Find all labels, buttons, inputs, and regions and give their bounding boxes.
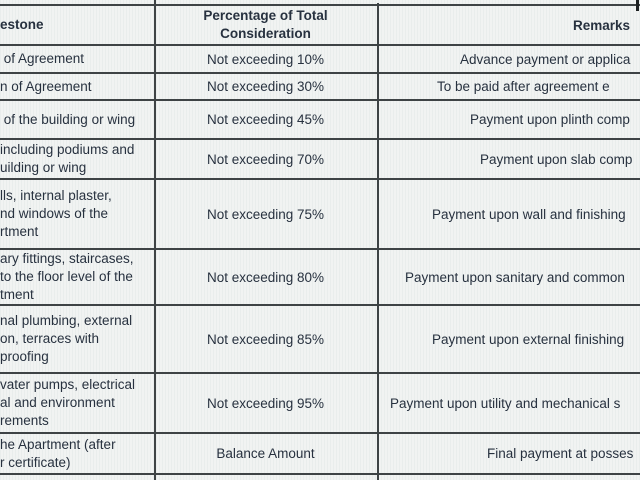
milestone-line: nd windows of the <box>0 206 109 221</box>
milestone-cell <box>0 434 152 473</box>
remarks-cell <box>379 140 640 178</box>
milestone-line: rements <box>0 413 49 428</box>
remark-text: Advance payment or applica <box>460 51 631 67</box>
table-header-row <box>0 6 640 44</box>
table-row <box>0 74 640 99</box>
milestone-header-label: estone <box>0 17 44 32</box>
percentage-value: Not exceeding 45% <box>206 112 325 127</box>
percentage-value: Not exceeding 10% <box>206 51 325 67</box>
table-row <box>0 374 640 432</box>
percentage-cell <box>156 306 375 372</box>
percentage-value: Not exceeding 30% <box>206 79 325 94</box>
milestone-line: on, terraces with <box>0 331 100 346</box>
percentage-cell <box>156 101 375 138</box>
percentage-cell <box>156 46 375 72</box>
percentage-value: Not exceeding 85% <box>206 331 325 347</box>
remarks-cell <box>379 74 640 99</box>
remarks-cell <box>379 250 640 304</box>
table-row <box>0 306 640 372</box>
percentage-cell <box>156 250 375 304</box>
remark-text: Payment upon external finishing <box>432 331 625 347</box>
milestone-line: lls, internal plaster, <box>0 188 112 203</box>
percentage-header-line2: Consideration <box>220 26 311 41</box>
table-row <box>0 180 640 248</box>
milestone-line: uilding or wing <box>0 160 87 175</box>
milestone-line: to the floor level of the <box>0 269 133 284</box>
percentage-cell <box>156 140 375 178</box>
milestone-line: n of Agreement <box>0 78 92 94</box>
remark-text: To be paid after agreement e <box>437 79 610 94</box>
percentage-value: Balance Amount <box>216 446 315 461</box>
milestone-line: rtment <box>0 224 39 239</box>
milestone-cell <box>0 140 152 178</box>
remarks-cell <box>379 46 640 72</box>
remarks-header-cell <box>379 6 640 44</box>
percentage-value: Not exceeding 80% <box>206 269 325 285</box>
percentage-cell <box>156 74 375 99</box>
percentage-value: Not exceeding 75% <box>206 206 325 222</box>
table-row <box>0 46 640 72</box>
milestone-line: vater pumps, electrical <box>0 377 136 392</box>
milestone-line: ary fittings, staircases, <box>0 251 134 266</box>
milestone-header-cell <box>0 6 152 44</box>
percentage-value: Not exceeding 70% <box>206 151 325 167</box>
remarks-cell <box>379 434 640 473</box>
milestone-line: of Agreement <box>0 51 85 66</box>
percentage-header-cell <box>156 6 375 44</box>
table-row <box>0 140 640 178</box>
milestone-line: he Apartment (after <box>0 436 116 452</box>
table-border-bottom <box>0 473 640 475</box>
remarks-cell <box>379 101 640 138</box>
remark-text: Final payment at posses <box>487 446 634 461</box>
remarks-cell <box>379 374 640 432</box>
milestone-line: nal plumbing, external <box>0 313 133 328</box>
remark-text: Payment upon sanitary and common <box>405 269 625 285</box>
milestone-line: proofing <box>0 349 49 364</box>
milestone-line: al and environment <box>0 395 115 410</box>
percentage-cell <box>156 180 375 248</box>
percentage-cell <box>156 374 375 432</box>
milestone-line: r certificate) <box>0 454 71 470</box>
remark-text: Payment upon utility and mechanical s <box>390 395 621 411</box>
table-row <box>0 434 640 473</box>
table-row <box>0 101 640 138</box>
percentage-cell <box>156 434 375 473</box>
percentage-header-line1: Percentage of Total <box>203 8 328 23</box>
milestone-cell <box>0 180 152 248</box>
table-row <box>0 250 640 304</box>
milestone-cell <box>0 74 152 99</box>
milestone-cell <box>0 250 152 304</box>
milestone-line: tment <box>0 287 34 302</box>
milestone-cell <box>0 374 152 432</box>
milestone-cell <box>0 46 152 72</box>
percentage-value: Not exceeding 95% <box>206 395 325 411</box>
remarks-header-label: Remarks <box>573 17 631 33</box>
remark-text: Payment upon wall and finishing <box>432 206 626 222</box>
remarks-cell <box>379 180 640 248</box>
milestone-cell <box>0 306 152 372</box>
milestone-line: including podiums and <box>0 142 135 157</box>
milestone-line: of the building or wing <box>0 111 136 127</box>
remarks-cell <box>379 306 640 372</box>
milestone-cell <box>0 101 152 138</box>
remark-text: Payment upon slab comp <box>480 151 633 167</box>
remark-text: Payment upon plinth comp <box>470 112 630 127</box>
